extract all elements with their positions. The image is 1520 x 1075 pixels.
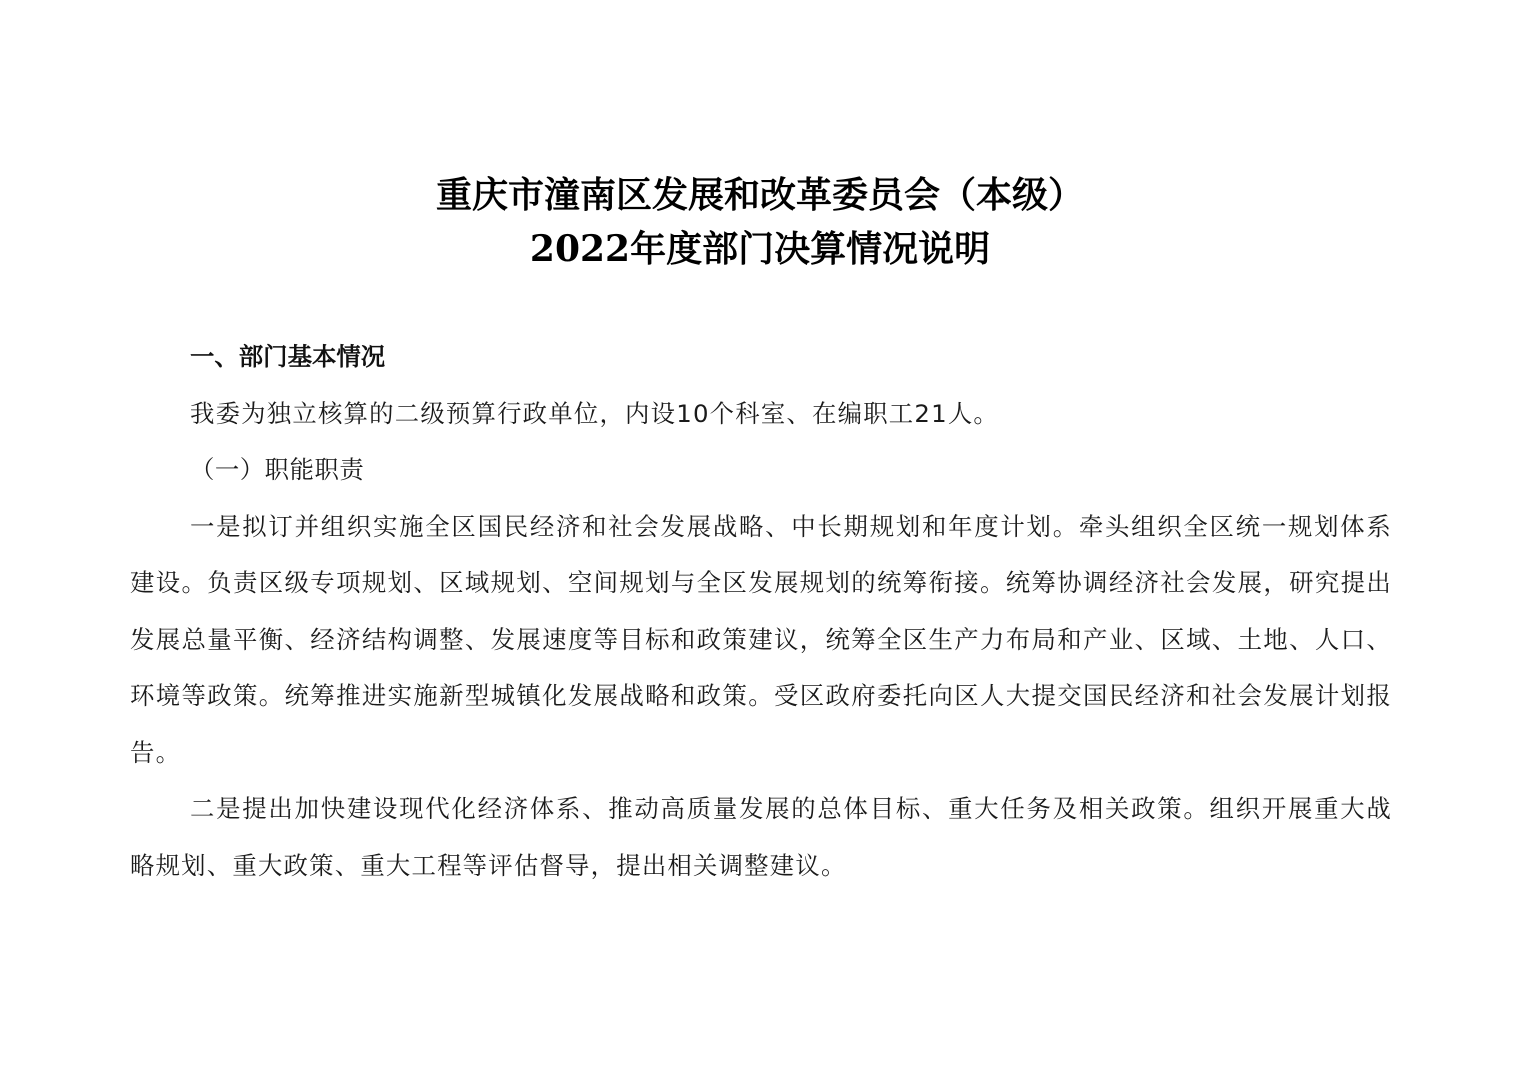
subsection-heading-duties: （一）职能职责 (190, 455, 365, 484)
intro-paragraph: 我委为独立核算的二级预算行政单位，内设10个科室、在编职工21人。 (190, 398, 1000, 428)
duty-paragraph-2: 二是提出加快建设现代化经济体系、推动高质量发展的总体目标、重大任务及相关政策。组织开展重大战略规划、重大政策、重大工程等评估督导，提出相关调整建议。 (130, 794, 1392, 880)
title-line-1: 重庆市潼南区发展和改革委员会（本级） (435, 174, 1084, 216)
duty-paragraph-1: 一是拟订并组织实施全区国民经济和社会发展战略、中长期规划和年度计划。牵头组织全区统一规划体系建设。负责区级专项规划、区域规划、空间规划与全区发展规划的统筹衔接。统筹协调经济社会发展，研究提出发展总量平衡、经济结构调整、发展速度等目标和政策建议，统筹全区生产力布局和产业、区域、土地、人口、环境等政策。统筹推进实施新型城镇化发展战略和政策。受区政府委托向区人大提交国民经济和社会发展计划报告。 (130, 511, 1392, 767)
document-title (0, 168, 1520, 276)
title-line-2: 2022年度部门决算情况说明 (529, 228, 991, 270)
section-heading-basic-info: 一、部门基本情况 (190, 342, 386, 371)
document-body (130, 329, 1392, 894)
